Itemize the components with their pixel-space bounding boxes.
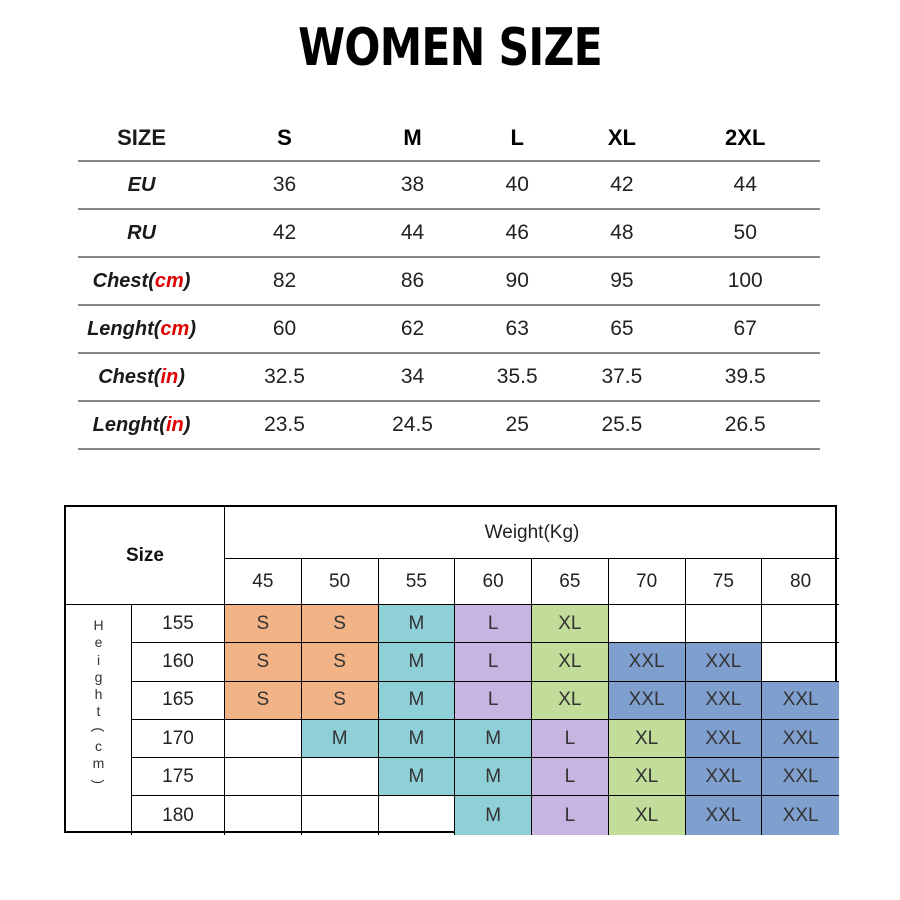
height-row-header: 180	[132, 796, 225, 834]
size-table-cell: 25	[505, 413, 529, 436]
height-row-header: 175	[132, 758, 225, 796]
size-grid-cell: L	[455, 643, 532, 681]
weight-column-header: 65	[532, 559, 609, 605]
size-table-cell: 63	[505, 317, 529, 340]
size-grid-cell: XXL	[609, 682, 686, 720]
size-grid-cell: S	[302, 682, 379, 720]
size-table-cell: 36	[272, 173, 297, 196]
size-table-cell: 65	[610, 317, 634, 340]
size-grid-cell: XXL	[686, 682, 763, 720]
row-unit: cm	[154, 269, 184, 292]
size-grid-cell: M	[302, 720, 379, 758]
size-table-cell: 24.5	[392, 413, 433, 436]
row-label	[78, 366, 205, 389]
row-label-text: Lenght(	[92, 413, 166, 436]
size-grid-cell	[302, 796, 379, 834]
size-table-cell: 26.5	[724, 413, 766, 436]
size-grid-cell: XXL	[762, 796, 839, 834]
weight-height-grid	[64, 505, 837, 833]
height-label-char: H	[93, 617, 104, 633]
size-grid-cell: XXL	[609, 643, 686, 681]
weight-column-header: 70	[609, 559, 686, 605]
size-table-row	[78, 258, 820, 306]
header-cell: S	[277, 125, 292, 150]
height-label-char: i	[96, 651, 101, 668]
size-grid-cell	[609, 605, 686, 643]
row-label-close: )	[183, 269, 191, 292]
size-grid-cell: XXL	[686, 643, 763, 681]
size-grid-cell: M	[379, 643, 456, 681]
row-unit: cm	[160, 317, 190, 340]
size-grid-cell	[225, 720, 302, 758]
row-label	[78, 174, 205, 197]
height-label-char: m	[92, 755, 105, 772]
size-table-cell: 46	[505, 221, 529, 244]
size-table-header	[78, 116, 820, 162]
size-grid-cell: S	[225, 605, 302, 643]
row-label-text: Chest(	[98, 365, 161, 388]
row-label	[78, 414, 205, 437]
row-unit: in	[165, 413, 184, 436]
row-label-close: )	[178, 365, 185, 388]
header-cell: 2XL	[725, 125, 766, 150]
height-row-header: 155	[132, 605, 225, 643]
size-table-row	[78, 210, 820, 258]
height-label-char: c	[95, 738, 102, 755]
size-table-cell: 42	[610, 173, 634, 196]
row-label-text: Chest(	[92, 269, 155, 292]
size-table-cell: 44	[733, 173, 757, 196]
size-grid-cell: M	[379, 605, 456, 643]
size-table-cell: 50	[733, 221, 757, 244]
size-table-cell: 82	[272, 269, 297, 292]
row-label-text: RU	[127, 221, 156, 244]
size-grid-cell: L	[455, 682, 532, 720]
height-label-char: (	[91, 727, 108, 732]
size-grid-cell: XL	[532, 605, 609, 643]
weight-column-header: 75	[686, 559, 763, 605]
size-table-cell: 44	[400, 221, 425, 244]
size-grid-cell	[302, 758, 379, 796]
size-grid-cell: S	[302, 605, 379, 643]
header-cell: XL	[607, 125, 636, 150]
size-grid-cell	[762, 605, 839, 643]
weight-column-header: 80	[762, 559, 839, 605]
size-table-cell: 37.5	[601, 365, 643, 388]
size-grid-cell: S	[225, 643, 302, 681]
weight-column-header: 55	[379, 559, 456, 605]
size-grid-cell: XXL	[686, 796, 763, 834]
size-table-cell: 62	[400, 317, 425, 340]
size-grid-cell	[762, 643, 839, 681]
size-table-cell: 38	[400, 173, 425, 196]
size-table-cell: 34	[400, 365, 425, 388]
height-label-char: g	[94, 668, 103, 685]
height-row-header: 170	[132, 720, 225, 758]
size-grid-cell: XXL	[762, 758, 839, 796]
height-label-char: )	[91, 778, 108, 784]
size-grid-cell: M	[455, 758, 532, 796]
size-table-cell: 48	[610, 221, 634, 244]
size-table-cell: 60	[272, 317, 297, 340]
size-grid-cell	[379, 796, 456, 834]
height-row-header: 165	[132, 682, 225, 720]
size-table-row	[78, 354, 820, 402]
weight-column-header: 45	[225, 559, 302, 605]
size-grid-cell	[225, 796, 302, 834]
size-grid-cell	[686, 605, 763, 643]
size-grid-cell: XL	[609, 758, 686, 796]
size-grid-cell: M	[379, 720, 456, 758]
height-row-header: 160	[132, 643, 225, 681]
size-grid-cell: XL	[532, 682, 609, 720]
row-label	[78, 270, 205, 293]
size-grid-cell: S	[225, 682, 302, 720]
row-label-close: )	[183, 413, 191, 436]
size-grid-cell: XXL	[686, 720, 763, 758]
size-table-cell: 67	[733, 317, 757, 340]
size-table-cell: 86	[400, 269, 425, 292]
size-table-cell: 42	[272, 221, 297, 244]
size-grid-cell: L	[532, 758, 609, 796]
grid-height-label	[66, 605, 132, 835]
page-title: WOMEN SIZE	[298, 18, 602, 78]
height-label-char: t	[96, 703, 101, 720]
row-label-text: EU	[127, 173, 156, 196]
size-table-cell: 25.5	[601, 413, 643, 436]
size-grid-cell: M	[455, 720, 532, 758]
row-label	[78, 222, 205, 245]
size-grid-cell: L	[455, 605, 532, 643]
size-table-cell: 35.5	[496, 365, 538, 388]
row-unit: in	[160, 365, 179, 388]
header-cell: SIZE	[117, 125, 166, 150]
size-grid-cell: L	[532, 796, 609, 834]
height-label-char: h	[94, 686, 103, 703]
grid-weight-label: Weight(Kg)	[225, 507, 839, 559]
height-label-char: e	[94, 634, 103, 651]
weight-column-header: 50	[302, 559, 379, 605]
size-table-row	[78, 162, 820, 210]
size-grid-cell: XL	[532, 643, 609, 681]
size-grid-cell: M	[379, 682, 456, 720]
size-table-row	[78, 402, 820, 450]
row-label-text: Lenght(	[87, 317, 161, 340]
header-cell: L	[510, 125, 524, 150]
size-grid-cell	[225, 758, 302, 796]
size-grid-cell: XL	[609, 720, 686, 758]
size-table	[78, 116, 820, 450]
size-grid-cell: M	[379, 758, 456, 796]
size-table-cell: 40	[505, 173, 529, 196]
size-table-cell: 23.5	[264, 413, 305, 436]
weight-column-header: 60	[455, 559, 532, 605]
size-grid-cell: XXL	[686, 758, 763, 796]
row-label-close: )	[189, 317, 196, 340]
size-table-row	[78, 306, 820, 354]
size-table-cell: 39.5	[724, 365, 766, 388]
size-grid-cell: L	[532, 720, 609, 758]
size-table-cell: 95	[610, 269, 634, 292]
size-table-cell: 90	[505, 269, 529, 292]
size-grid-cell: S	[302, 643, 379, 681]
size-grid-cell: XXL	[762, 720, 839, 758]
size-grid-cell: M	[455, 796, 532, 834]
size-table-cell: 100	[727, 269, 763, 292]
size-grid-cell: XL	[609, 796, 686, 834]
grid-size-label: Size	[66, 507, 225, 605]
row-label	[78, 318, 205, 341]
size-grid-cell: XXL	[762, 682, 839, 720]
size-table-cell: 32.5	[264, 365, 305, 388]
header-cell: M	[403, 125, 422, 150]
